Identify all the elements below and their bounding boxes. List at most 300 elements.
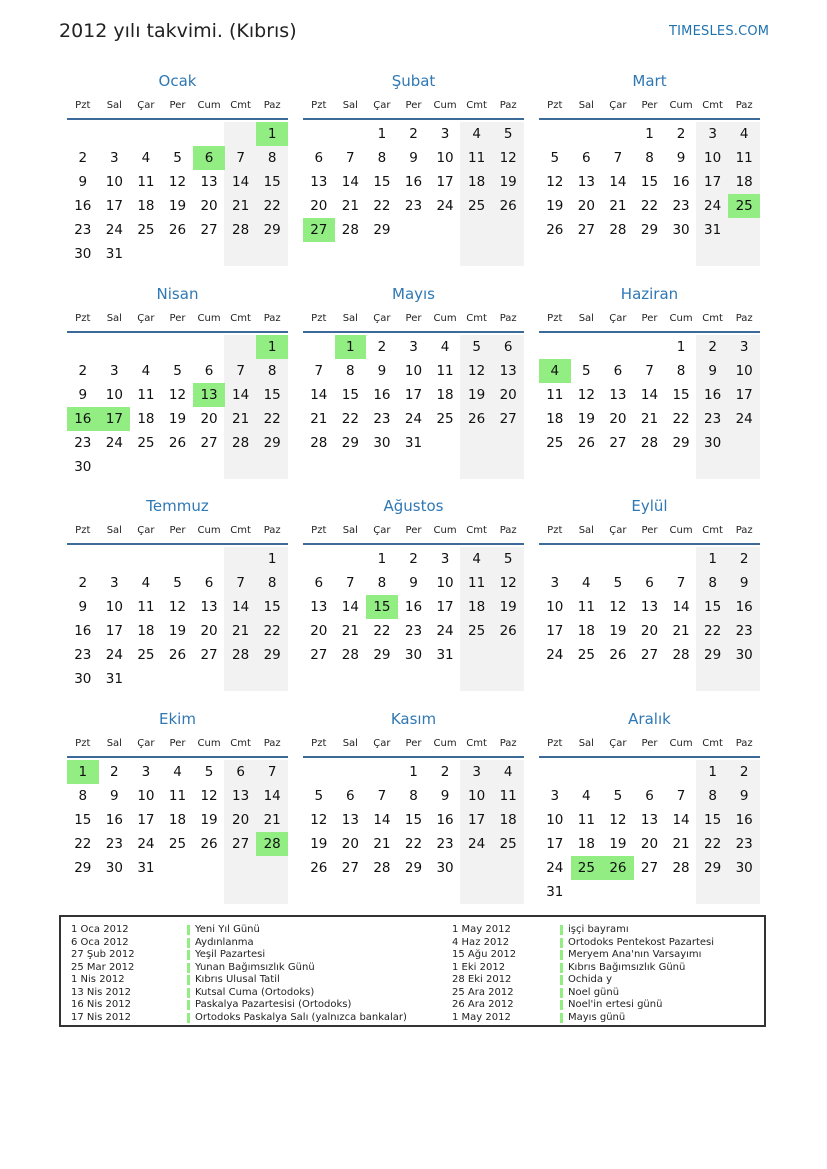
weekday-header: Paz (499, 738, 517, 749)
day-cell: 9 (440, 788, 450, 804)
holiday-day: 1 (67, 760, 99, 784)
day-cell: 1 (708, 764, 717, 780)
legend-name: Aydınlanma (195, 936, 254, 948)
day-cell: 18 (168, 812, 187, 828)
day-cell: 11 (468, 150, 486, 166)
weekday-header: Sal (578, 738, 594, 749)
weekday-header: Sal (342, 313, 358, 324)
day-cell: 14 (310, 387, 328, 403)
day-cell: 31 (436, 647, 454, 663)
day-cell: 23 (672, 198, 690, 214)
day-cell: 5 (314, 788, 324, 804)
day-cell: 12 (499, 150, 517, 166)
day-cell: 26 (609, 647, 627, 663)
day-cell: 12 (609, 812, 627, 828)
day-cell: 16 (74, 198, 92, 214)
day-cell: 28 (232, 435, 250, 451)
day-cell: 10 (105, 599, 123, 615)
day-cell: 13 (310, 599, 328, 615)
day-cell: 1 (708, 551, 717, 567)
day-cell: 22 (263, 198, 281, 214)
month-rule (539, 118, 760, 120)
weekday-header: Paz (735, 525, 753, 536)
day-cell: 23 (404, 623, 423, 639)
day-cell: 27 (609, 435, 627, 451)
weekday-header: Cmt (230, 525, 251, 536)
day-cell: 27 (200, 435, 218, 451)
day-cell: 18 (137, 623, 155, 639)
day-cell: 29 (74, 860, 92, 876)
day-cell: 14 (672, 599, 690, 615)
day-cell: 29 (704, 647, 722, 663)
day-cell: 14 (263, 788, 281, 804)
legend-marker (560, 988, 563, 998)
legend-date: 1 Eki 2012 (452, 961, 506, 973)
day-cell: 15 (704, 812, 722, 828)
month-name: Mart (632, 72, 667, 90)
weekday-header: Çar (373, 100, 391, 111)
day-cell: 30 (704, 435, 722, 451)
weekday-header: Paz (499, 100, 517, 111)
day-cell: 19 (200, 812, 218, 828)
day-cell: 31 (105, 671, 123, 687)
day-cell: 10 (105, 174, 123, 190)
day-cell: 28 (609, 222, 627, 238)
weekday-header: Çar (137, 738, 155, 749)
weekday-header: Paz (499, 313, 517, 324)
day-cell: 15 (263, 599, 281, 615)
day-cell: 20 (640, 836, 659, 852)
day-cell: 5 (204, 764, 214, 780)
day-cell: 22 (373, 198, 391, 214)
legend-marker (560, 925, 563, 935)
day-cell: 29 (341, 435, 359, 451)
day-cell: 25 (499, 836, 517, 852)
day-cell: 6 (346, 788, 355, 804)
day-cell: 7 (676, 575, 686, 591)
day-cell: 19 (168, 623, 187, 639)
weekday-header: Cmt (466, 525, 487, 536)
day-cell: 4 (739, 126, 749, 142)
day-cell: 2 (708, 339, 717, 355)
holiday-day: 6 (193, 146, 225, 170)
weekday-header: Pzt (75, 313, 91, 324)
day-cell: 7 (676, 788, 686, 804)
day-cell: 27 (232, 836, 250, 852)
month-rule (67, 118, 288, 120)
day-cell: 18 (436, 387, 454, 403)
day-cell: 3 (708, 126, 717, 142)
legend-date: 16 Nis 2012 (71, 999, 131, 1010)
day-cell: 15 (373, 174, 391, 190)
day-cell: 7 (314, 363, 324, 379)
month-name: Temmuz (146, 497, 209, 515)
page-title: 2012 yılı takvimi. (Kıbrıs) (59, 20, 297, 42)
day-cell: 20 (232, 812, 250, 828)
weekday-header: Çar (609, 738, 627, 749)
weekday-header: Cum (197, 525, 221, 536)
day-cell: 5 (173, 150, 182, 166)
day-cell: 5 (503, 126, 513, 142)
day-cell: 15 (404, 812, 423, 828)
day-cell: 26 (168, 647, 187, 663)
weekday-header: Cum (197, 738, 221, 749)
weekday-header: Cum (197, 100, 221, 111)
day-cell: 28 (672, 860, 690, 876)
day-cell: 16 (74, 623, 92, 639)
day-cell: 30 (672, 222, 690, 238)
day-cell: 17 (735, 387, 753, 403)
day-cell: 3 (110, 363, 119, 379)
day-cell: 6 (204, 363, 214, 379)
legend-date: 28 Eki 2012 (452, 974, 512, 985)
weekday-header: Cmt (702, 738, 723, 749)
weekday-header: Per (169, 738, 186, 749)
day-cell: 20 (310, 623, 328, 639)
day-cell: 2 (739, 764, 749, 780)
day-cell: 8 (78, 788, 88, 804)
day-cell: 26 (168, 222, 187, 238)
day-cell: 25 (577, 647, 595, 663)
day-cell: 12 (546, 174, 564, 190)
month-name: Mayıs (392, 285, 435, 303)
day-cell: 28 (341, 222, 359, 238)
day-cell: 15 (640, 174, 659, 190)
day-cell: 8 (708, 788, 717, 804)
day-cell: 28 (672, 647, 690, 663)
day-cell: 8 (708, 575, 717, 591)
day-cell: 12 (168, 599, 187, 615)
day-cell: 13 (499, 363, 517, 379)
day-cell: 6 (503, 339, 513, 355)
weekday-header: Per (641, 525, 658, 536)
day-cell: 23 (74, 222, 92, 238)
day-cell: 11 (735, 150, 753, 166)
day-cell: 2 (409, 126, 418, 142)
day-cell: 18 (468, 174, 486, 190)
legend-marker (187, 950, 190, 960)
day-cell: 4 (503, 764, 513, 780)
day-cell: 26 (499, 198, 517, 214)
day-cell: 16 (105, 812, 123, 828)
weekday-header: Cmt (466, 313, 487, 324)
weekday-header: Cmt (230, 738, 251, 749)
weekday-header: Çar (609, 313, 627, 324)
weekday-header: Pzt (311, 525, 327, 536)
weekday-header: Per (405, 313, 422, 324)
legend-name: Kutsal Cuma (Ortodoks) (195, 986, 315, 998)
legend-name: Noel günü (568, 986, 620, 998)
day-cell: 17 (137, 812, 155, 828)
day-cell: 22 (74, 836, 92, 852)
legend-name: Ortodoks Paskalya Salı (yalnızca bankalar) (195, 1011, 407, 1023)
day-cell: 3 (110, 575, 119, 591)
day-cell: 13 (200, 599, 218, 615)
day-cell: 14 (609, 174, 627, 190)
weekday-header: Cum (433, 100, 457, 111)
day-cell: 7 (613, 150, 623, 166)
day-cell: 22 (263, 623, 281, 639)
day-cell: 22 (263, 411, 281, 427)
day-cell: 7 (346, 575, 355, 591)
legend-name: Ortodoks Pentekost Pazartesi (568, 936, 715, 948)
weekday-header: Cmt (702, 313, 723, 324)
legend-date: 4 Haz 2012 (452, 936, 510, 948)
day-cell: 28 (310, 435, 328, 451)
day-cell: 8 (409, 788, 418, 804)
day-cell: 2 (78, 575, 88, 591)
holiday-day: 26 (602, 856, 634, 880)
day-cell: 26 (499, 623, 517, 639)
weekday-header: Çar (609, 100, 627, 111)
day-cell: 2 (676, 126, 686, 142)
day-cell: 23 (105, 836, 123, 852)
day-cell: 21 (672, 623, 690, 639)
weekday-header: Sal (342, 100, 358, 111)
day-cell: 14 (341, 599, 359, 615)
day-cell: 2 (739, 551, 749, 567)
day-cell: 9 (78, 599, 88, 615)
day-cell: 4 (472, 126, 481, 142)
day-cell: 9 (78, 387, 88, 403)
day-cell: 9 (377, 363, 387, 379)
day-cell: 29 (263, 222, 281, 238)
day-cell: 30 (735, 860, 753, 876)
day-cell: 11 (436, 363, 454, 379)
day-cell: 4 (440, 339, 450, 355)
day-cell: 15 (74, 812, 92, 828)
day-cell: 27 (200, 222, 218, 238)
day-cell: 13 (640, 599, 659, 615)
day-cell: 23 (373, 411, 391, 427)
month-name: Kasım (390, 710, 437, 728)
day-cell: 30 (373, 435, 391, 451)
site-link[interactable]: TIMESLES.COM (669, 24, 770, 39)
day-cell: 20 (640, 623, 659, 639)
day-cell: 25 (468, 623, 486, 639)
day-cell: 12 (168, 387, 187, 403)
weekday-header: Per (169, 525, 186, 536)
day-cell: 13 (640, 812, 659, 828)
day-cell: 19 (168, 411, 187, 427)
holiday-day: 17 (99, 407, 131, 431)
day-cell: 30 (74, 459, 92, 475)
legend-name: Kıbrıs Ulusal Tatil (195, 974, 280, 985)
day-cell: 3 (550, 788, 560, 804)
month-rule (303, 756, 524, 758)
day-cell: 14 (672, 812, 690, 828)
legend-marker (560, 1000, 563, 1010)
day-cell: 16 (404, 174, 423, 190)
legend-name: Noel'in ertesi günü (568, 999, 663, 1010)
day-cell: 6 (582, 150, 591, 166)
day-cell: 31 (404, 435, 423, 451)
day-cell: 15 (704, 599, 722, 615)
day-cell: 17 (546, 836, 564, 852)
day-cell: 12 (577, 387, 595, 403)
day-cell: 18 (735, 174, 753, 190)
day-cell: 17 (546, 623, 564, 639)
day-cell: 21 (341, 623, 359, 639)
legend-date: 17 Nis 2012 (71, 1011, 131, 1023)
day-cell: 9 (409, 575, 418, 591)
day-cell: 22 (404, 836, 423, 852)
day-cell: 24 (105, 222, 123, 238)
weekday-header: Paz (499, 525, 517, 536)
day-cell: 13 (341, 812, 359, 828)
weekday-header: Pzt (311, 100, 327, 111)
weekday-header: Çar (137, 525, 155, 536)
month-rule (539, 756, 760, 758)
day-cell: 21 (672, 836, 690, 852)
month-name: Haziran (620, 285, 679, 303)
weekday-header: Cmt (702, 525, 723, 536)
weekday-header: Sal (578, 525, 594, 536)
day-cell: 1 (409, 764, 418, 780)
day-cell: 20 (310, 198, 328, 214)
day-cell: 24 (404, 411, 423, 427)
weekday-header: Pzt (311, 738, 327, 749)
day-cell: 2 (409, 551, 418, 567)
day-cell: 26 (200, 836, 218, 852)
day-cell: 27 (640, 860, 659, 876)
day-cell: 11 (168, 788, 187, 804)
day-cell: 14 (373, 812, 391, 828)
day-cell: 28 (341, 647, 359, 663)
day-cell: 14 (640, 387, 659, 403)
day-cell: 9 (676, 150, 686, 166)
day-cell: 10 (436, 575, 454, 591)
legend-marker (560, 950, 563, 960)
day-cell: 6 (613, 363, 623, 379)
day-cell: 6 (314, 150, 324, 166)
weekday-header: Cum (433, 313, 457, 324)
day-cell: 23 (704, 411, 722, 427)
weekday-header: Cum (669, 525, 693, 536)
month-name: Eylül (631, 497, 668, 515)
legend-marker (560, 963, 563, 973)
day-cell: 24 (436, 198, 454, 214)
day-cell: 11 (468, 575, 486, 591)
day-cell: 6 (314, 575, 324, 591)
legend-date: 15 Ağu 2012 (452, 949, 517, 960)
day-cell: 29 (640, 222, 659, 238)
weekday-header: Cmt (230, 313, 251, 324)
day-cell: 13 (609, 387, 627, 403)
day-cell: 25 (137, 647, 155, 663)
day-cell: 12 (168, 174, 187, 190)
day-cell: 25 (137, 222, 155, 238)
day-cell: 8 (267, 575, 277, 591)
legend-marker (560, 975, 563, 985)
month-name: Ocak (158, 72, 197, 90)
weekday-header: Sal (106, 313, 122, 324)
day-cell: 4 (582, 575, 591, 591)
weekday-header: Paz (735, 100, 753, 111)
day-cell: 2 (440, 764, 450, 780)
day-cell: 21 (609, 198, 627, 214)
day-cell: 4 (472, 551, 481, 567)
legend-marker (187, 975, 190, 985)
day-cell: 24 (137, 836, 155, 852)
day-cell: 17 (105, 198, 123, 214)
day-cell: 12 (609, 599, 627, 615)
weekday-header: Cmt (466, 100, 487, 111)
day-cell: 27 (640, 647, 659, 663)
weekday-header: Per (169, 313, 186, 324)
month-rule (303, 118, 524, 120)
day-cell: 3 (440, 126, 450, 142)
day-cell: 28 (232, 222, 250, 238)
holiday-legend (59, 915, 766, 1027)
day-cell: 7 (267, 764, 277, 780)
day-cell: 20 (609, 411, 627, 427)
day-cell: 10 (735, 363, 753, 379)
weekday-header: Çar (137, 100, 155, 111)
day-cell: 23 (74, 647, 92, 663)
day-cell: 8 (676, 363, 686, 379)
weekday-header: Per (405, 525, 422, 536)
month-rule (67, 331, 288, 333)
weekday-header: Per (641, 738, 658, 749)
day-cell: 17 (436, 599, 454, 615)
day-cell: 7 (346, 150, 355, 166)
day-cell: 18 (546, 411, 564, 427)
weekday-header: Sal (578, 313, 594, 324)
day-cell: 18 (468, 599, 486, 615)
day-cell: 26 (546, 222, 564, 238)
month-rule (539, 543, 760, 545)
day-cell: 19 (468, 387, 486, 403)
day-cell: 17 (436, 174, 454, 190)
month-name: Aralık (628, 710, 671, 728)
legend-date: 27 Şub 2012 (71, 949, 135, 960)
day-cell: 28 (640, 435, 659, 451)
legend-marker (187, 1000, 190, 1010)
weekday-header: Çar (137, 313, 155, 324)
holiday-day: 25 (571, 856, 603, 880)
legend-marker (187, 963, 190, 973)
legend-name: Yeni Yıl Günü (195, 924, 260, 935)
day-cell: 5 (613, 788, 623, 804)
day-cell: 20 (577, 198, 595, 214)
weekday-header: Çar (609, 525, 627, 536)
holiday-day: 4 (539, 359, 571, 383)
day-cell: 20 (341, 836, 359, 852)
day-cell: 2 (78, 150, 88, 166)
day-cell: 19 (609, 836, 627, 852)
day-cell: 23 (735, 836, 753, 852)
day-cell: 30 (404, 647, 423, 663)
day-cell: 5 (582, 363, 591, 379)
day-cell: 19 (499, 599, 517, 615)
day-cell: 16 (373, 387, 391, 403)
weekday-header: Cum (669, 738, 693, 749)
day-cell: 19 (168, 198, 187, 214)
day-cell: 25 (137, 435, 155, 451)
day-cell: 8 (346, 363, 355, 379)
day-cell: 30 (735, 647, 753, 663)
weekday-header: Sal (578, 100, 594, 111)
day-cell: 22 (704, 836, 722, 852)
day-cell: 8 (377, 150, 387, 166)
day-cell: 7 (377, 788, 387, 804)
day-cell: 13 (577, 174, 595, 190)
weekday-header: Pzt (547, 525, 563, 536)
legend-date: 25 Ara 2012 (452, 986, 514, 998)
day-cell: 2 (110, 764, 119, 780)
holiday-day: 1 (335, 335, 367, 359)
